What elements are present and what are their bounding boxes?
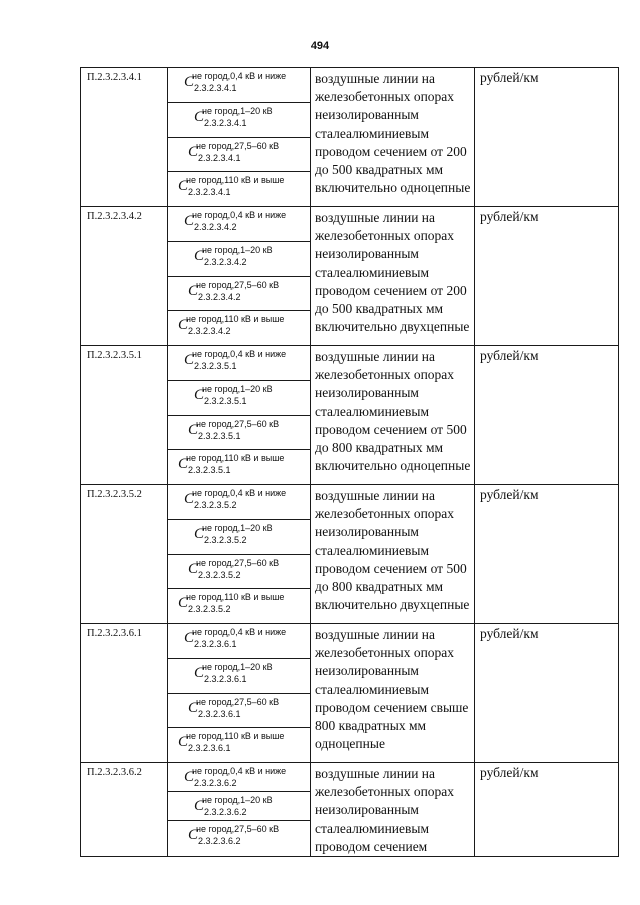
rate-symbols-cell [168, 485, 311, 624]
rate-symbol [168, 821, 310, 849]
rate-symbol [168, 728, 310, 762]
item-unit: рублей/км [475, 68, 619, 207]
rate-symbols-cell [168, 624, 311, 763]
rate-symbol [168, 792, 310, 821]
rate-symbols-cell [168, 207, 311, 346]
rate-symbol-letter: C [178, 595, 189, 612]
item-description: воздушные линии на железобетонных опорах неизолированным сталеалюминиевым проводом сечением [311, 763, 475, 857]
table-row [81, 763, 619, 857]
table-row [81, 485, 619, 624]
item-code: П.2.3.2.3.4.1 [81, 68, 168, 207]
rate-symbol-letter: C [178, 734, 189, 751]
rate-symbol [168, 207, 310, 242]
rate-symbol [168, 416, 310, 451]
rate-symbol-subscript: 2.3.2.3.6.2 [204, 807, 247, 817]
rate-symbol-letter: C [188, 560, 199, 577]
rate-symbol-letter: C [194, 386, 205, 403]
item-description: воздушные линии на железобетонных опорах неизолированным сталеалюминиевым проводом сечением от 500 до 800 квадратных мм включительно двухцепные [311, 485, 475, 624]
rate-symbol [168, 381, 310, 416]
table-row [81, 624, 619, 763]
rate-symbol [168, 138, 310, 173]
rate-symbol-superscript: не город,1–20 кВ [202, 105, 273, 116]
item-code: П.2.3.2.3.4.2 [81, 207, 168, 346]
rate-symbol-letter: C [178, 456, 189, 473]
rate-symbol-superscript: не город,0,4 кВ и ниже [192, 71, 287, 81]
rate-symbol-subscript: 2.3.2.3.4.2 [194, 222, 237, 232]
rate-symbol-letter: C [184, 352, 195, 368]
rate-symbol-letter: C [184, 769, 195, 785]
rate-symbol-superscript: не город,1–20 кВ [202, 383, 273, 394]
rate-symbol [168, 103, 310, 138]
rate-symbol [168, 450, 310, 484]
rate-symbol-letter: C [178, 317, 189, 334]
rate-symbol-letter: C [178, 178, 189, 195]
table-row [81, 346, 619, 485]
rate-symbol-letter: C [184, 74, 195, 90]
rate-symbol-subscript: 2.3.2.3.5.1 [198, 430, 241, 441]
rate-symbol-superscript: не город,110 кВ и выше [186, 314, 285, 325]
rate-symbol-superscript: не город,0,4 кВ и ниже [192, 210, 287, 220]
rate-symbol [168, 242, 310, 277]
rate-symbol-subscript: 2.3.2.3.6.2 [194, 778, 237, 788]
rate-symbol-subscript: 2.3.2.3.5.2 [198, 569, 241, 580]
rate-symbols-cell [168, 763, 311, 857]
rate-symbol-superscript: не город,1–20 кВ [202, 244, 273, 255]
rate-symbol-subscript: 2.3.2.3.4.1 [188, 187, 231, 198]
rate-symbol-letter: C [184, 213, 195, 229]
rate-symbol-letter: C [188, 143, 199, 160]
rate-symbol-subscript: 2.3.2.3.4.1 [204, 117, 247, 128]
rate-symbol-superscript: не город,27,5–60 кВ [196, 279, 280, 290]
rate-symbol-superscript: не город,1–20 кВ [202, 795, 273, 805]
rate-symbol-subscript: 2.3.2.3.6.1 [204, 673, 247, 684]
rate-symbol-subscript: 2.3.2.3.5.2 [188, 604, 231, 615]
rate-symbols-cell [168, 68, 311, 207]
rate-symbol-subscript: 2.3.2.3.4.2 [204, 256, 247, 267]
rate-symbol [168, 346, 310, 381]
rate-symbol-subscript: 2.3.2.3.5.2 [194, 500, 237, 510]
table-row [81, 207, 619, 346]
item-description: воздушные линии на железобетонных опорах неизолированным сталеалюминиевым проводом сечением от 500 до 800 квадратных мм включительно одноцепные [311, 346, 475, 485]
item-unit: рублей/км [475, 207, 619, 346]
rate-symbol-superscript: не город,110 кВ и выше [186, 175, 285, 186]
rate-symbol-superscript: не город,0,4 кВ и ниже [192, 766, 287, 776]
rate-symbol-subscript: 2.3.2.3.4.1 [198, 152, 241, 163]
item-code: П.2.3.2.3.6.2 [81, 763, 168, 857]
item-description: воздушные линии на железобетонных опорах неизолированным сталеалюминиевым проводом сечением от 200 до 500 квадратных мм включительно одноцепные [311, 68, 475, 207]
item-code: П.2.3.2.3.5.1 [81, 346, 168, 485]
item-description: воздушные линии на железобетонных опорах неизолированным сталеалюминиевым проводом сечением от 200 до 500 квадратных мм включительно двухцепные [311, 207, 475, 346]
rate-symbol-superscript: не город,27,5–60 кВ [196, 824, 280, 834]
item-unit: рублей/км [475, 624, 619, 763]
table-row [81, 68, 619, 207]
rate-symbol-superscript: не город,0,4 кВ и ниже [192, 488, 287, 498]
rate-symbol-superscript: не город,1–20 кВ [202, 522, 273, 533]
rate-symbols-cell [168, 346, 311, 485]
rate-symbol-superscript: не город,0,4 кВ и ниже [192, 349, 287, 359]
rate-symbol-superscript: не город,27,5–60 кВ [196, 418, 280, 429]
item-unit: рублей/км [475, 763, 619, 857]
page-number: 494 [310, 40, 330, 52]
rate-symbol-letter: C [184, 491, 195, 507]
rate-symbol-subscript: 2.3.2.3.4.2 [188, 326, 231, 337]
rate-symbol-subscript: 2.3.2.3.6.1 [194, 639, 237, 649]
table-body [81, 68, 619, 857]
rate-symbol-subscript: 2.3.2.3.5.2 [204, 534, 247, 545]
rate-symbol-subscript: 2.3.2.3.6.1 [198, 708, 241, 719]
rate-symbol-superscript: не город,110 кВ и выше [186, 731, 285, 742]
rate-symbol-letter: C [194, 108, 205, 125]
rate-symbol-superscript: не город,110 кВ и выше [186, 453, 285, 464]
tariff-table [80, 67, 619, 857]
item-unit: рублей/км [475, 485, 619, 624]
item-code: П.2.3.2.3.6.1 [81, 624, 168, 763]
rate-symbol-letter: C [188, 699, 199, 716]
rate-symbol-letter: C [194, 525, 205, 542]
rate-symbol-letter: C [194, 247, 205, 264]
rate-symbol-letter: C [194, 798, 205, 814]
rate-symbol-letter: C [184, 630, 195, 646]
rate-symbol [168, 172, 310, 206]
rate-symbol [168, 659, 310, 694]
rate-symbol-superscript: не город,1–20 кВ [202, 661, 273, 672]
rate-symbol-subscript: 2.3.2.3.5.1 [188, 465, 231, 476]
rate-symbol [168, 763, 310, 792]
rate-symbol [168, 311, 310, 345]
item-unit: рублей/км [475, 346, 619, 485]
rate-symbol-letter: C [188, 282, 199, 299]
rate-symbol-superscript: не город,27,5–60 кВ [196, 140, 280, 151]
rate-symbol-subscript: 2.3.2.3.5.1 [194, 361, 237, 371]
rate-symbol-superscript: не город,27,5–60 кВ [196, 557, 280, 568]
rate-symbol [168, 694, 310, 729]
item-description: воздушные линии на железобетонных опорах неизолированным сталеалюминиевым проводом сечением свыше 800 квадратных мм одноцепные [311, 624, 475, 763]
rate-symbol-letter: C [188, 827, 199, 843]
rate-symbol [168, 68, 310, 103]
rate-symbol [168, 624, 310, 659]
rate-symbol [168, 520, 310, 555]
rate-symbol-superscript: не город,27,5–60 кВ [196, 696, 280, 707]
rate-symbol [168, 589, 310, 623]
rate-symbol-superscript: не город,110 кВ и выше [186, 592, 285, 603]
rate-symbol-letter: C [188, 421, 199, 438]
rate-symbol [168, 555, 310, 590]
rate-symbol-superscript: не город,0,4 кВ и ниже [192, 627, 287, 637]
rate-symbol [168, 277, 310, 312]
rate-symbol [168, 485, 310, 520]
rate-symbol-subscript: 2.3.2.3.5.1 [204, 395, 247, 406]
item-code: П.2.3.2.3.5.2 [81, 485, 168, 624]
rate-symbol-subscript: 2.3.2.3.6.1 [188, 743, 231, 754]
rate-symbol-letter: C [194, 664, 205, 681]
rate-symbol-subscript: 2.3.2.3.4.2 [198, 291, 241, 302]
rate-symbol-subscript: 2.3.2.3.6.2 [198, 836, 241, 846]
rate-symbol-subscript: 2.3.2.3.4.1 [194, 83, 237, 93]
